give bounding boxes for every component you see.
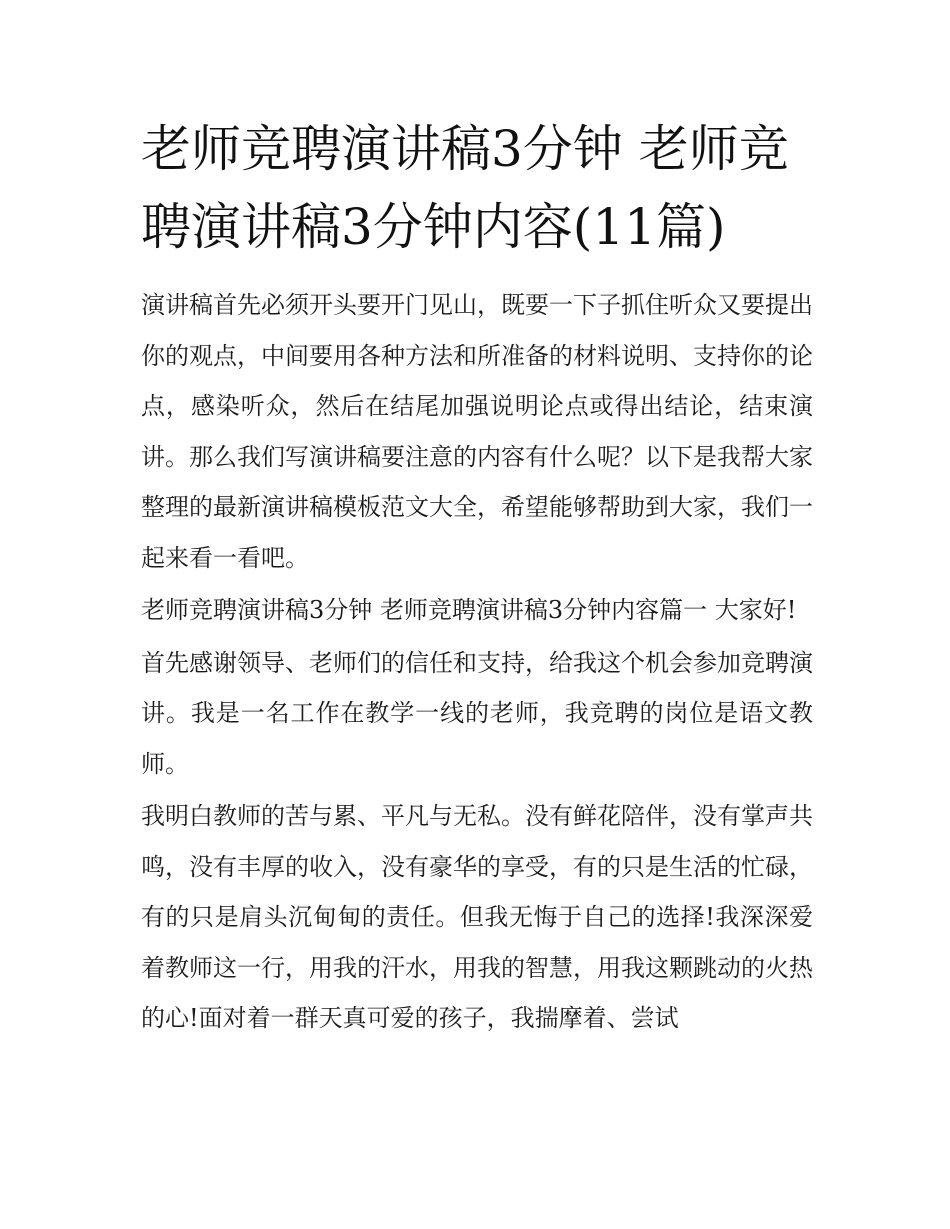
- paragraph-section-heading: 老师竞聘演讲稿3分钟 老师竞聘演讲稿3分钟内容篇一 大家好!: [141, 596, 797, 624]
- paragraph-thanks: 首先感谢领导、老师们的信任和支持，给我这个机会参加竞聘演讲。我是一名工作在教学一线的老师，我竞聘的岗位是语文教师。: [141, 648, 813, 778]
- paragraph-intro: 演讲稿首先必须开头要开门见山，既要一下子抓住听众又要提出你的观点，中间要用各种方法和所准备的材料说明、支持你的论点，感染听众，然后在结尾加强说明论点或得出结论，结束演讲。那么我们写演讲稿要注意的内容有什么呢？以下是我帮大家整理的最新演讲稿模板范文大全，希望能够帮助到大家，我们一起来看一看吧。: [141, 291, 813, 572]
- paragraph-reflection: 我明白教师的苦与累、平凡与无私。没有鲜花陪伴，没有掌声共鸣，没有丰厚的收入，没有豪华的享受，有的只是生活的忙碌，有的只是肩头沉甸甸的责任。但我无悔于自己的选择!我深深爱着教师这一行，用我的汗水，用我的智慧，用我这颗跳动的火热的心!面对着一群天真可爱的孩子，我揣摩着、尝试: [141, 802, 813, 1032]
- document-body: [141, 280, 813, 1046]
- document-title: 老师竞聘演讲稿3分钟 老师竞聘演讲稿3分钟内容(11篇): [141, 120, 789, 256]
